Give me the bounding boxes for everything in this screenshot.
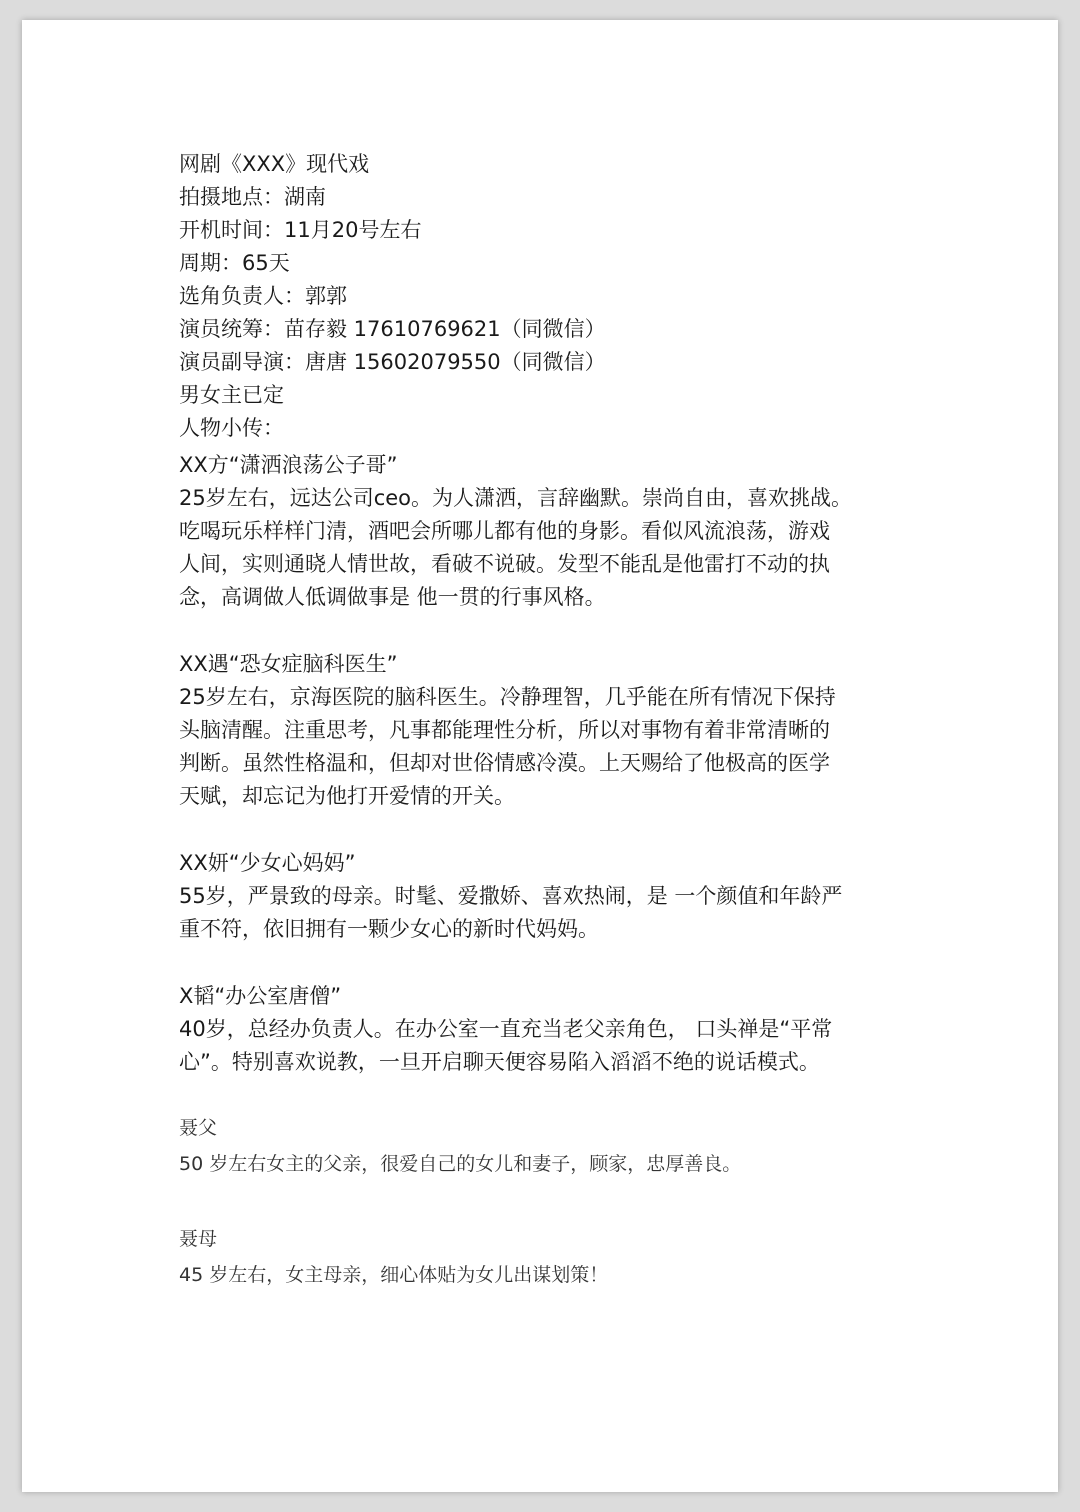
casting-lead: 选角负责人：郭郭 <box>179 284 347 308</box>
role-entry <box>179 847 909 946</box>
role-description-line: 25岁左右，远达公司ceo。为人潇洒，言辞幽默。崇尚自由，喜欢挑战。 <box>179 486 853 510</box>
character-bios-heading: 人物小传： <box>179 416 284 440</box>
minor-role-entry <box>179 1224 909 1290</box>
role-description-line: 55岁，严景致的母亲。时髦、爱撒娇、喜欢热闹，是 一个颜值和年龄严 <box>179 884 843 908</box>
shooting-period: 周期：65天 <box>179 251 290 275</box>
role-description-line: 25岁左右，京海医院的脑科医生。冷静理智，几乎能在所有情况下保持 <box>179 685 836 709</box>
minor-role-title: 聂父 <box>179 1117 218 1139</box>
role-description <box>179 880 909 946</box>
minor-role-entry <box>179 1113 909 1179</box>
role-description-line: 吃喝玩乐样样门清，酒吧会所哪儿都有他的身影。看似风流浪荡，游戏 <box>179 519 830 543</box>
role-description-line: 心”。特别喜欢说教，一旦开启聊天便容易陷入滔滔不绝的说话模式。 <box>179 1050 820 1074</box>
role-entry <box>179 648 909 813</box>
role-title: X韬“办公室唐僧” <box>179 984 342 1008</box>
role-entry <box>179 980 909 1079</box>
minor-role-title: 聂母 <box>179 1228 218 1250</box>
role-description-line: 念，高调做人低调做事是 他一贯的行事风格。 <box>179 585 606 609</box>
role-description <box>179 482 909 614</box>
role-description-line: 天赋，却忘记为他打开爱情的开关。 <box>179 784 515 808</box>
assistant-director: 演员副导演：唐唐 15602079550（同微信） <box>179 350 606 374</box>
role-description-line: 头脑清醒。注重思考，凡事都能理性分析，所以对事物有着非常清晰的 <box>179 718 830 742</box>
role-title: XX遇“恐女症脑科医生” <box>179 652 398 676</box>
document-content <box>179 148 909 1335</box>
role-description-line: 40岁，总经办负责人。在办公室一直充当老父亲角色， 口头禅是“平常 <box>179 1017 833 1041</box>
role-description-line: 人间，实则通晓人情世故，看破不说破。发型不能乱是他雷打不动的执 <box>179 552 830 576</box>
document-page <box>22 20 1058 1492</box>
shooting-location: 拍摄地点：湖南 <box>179 185 326 209</box>
header-info <box>179 148 909 445</box>
minor-role-description: 45 岁左右，女主母亲，细心体贴为女儿出谋划策！ <box>179 1264 609 1286</box>
minor-role-description: 50 岁左右女主的父亲，很爱自己的女儿和妻子，顾家，忠厚善良。 <box>179 1153 742 1175</box>
actor-coordinator: 演员统筹：苗存毅 17610769621（同微信） <box>179 317 606 341</box>
role-description <box>179 1013 909 1079</box>
role-description-line: 重不符，依旧拥有一颗少女心的新时代妈妈。 <box>179 917 599 941</box>
role-description <box>179 681 909 813</box>
role-title: XX方“潇洒浪荡公子哥” <box>179 453 398 477</box>
start-date: 开机时间：11月20号左右 <box>179 218 422 242</box>
role-description-line: 判断。虽然性格温和，但却对世俗情感冷漠。上天赐给了他极高的医学 <box>179 751 830 775</box>
role-title: XX妍“少女心妈妈” <box>179 851 356 875</box>
drama-title: 网剧《XXX》现代戏 <box>179 152 370 176</box>
leads-status: 男女主已定 <box>179 383 284 407</box>
role-entry <box>179 449 909 614</box>
